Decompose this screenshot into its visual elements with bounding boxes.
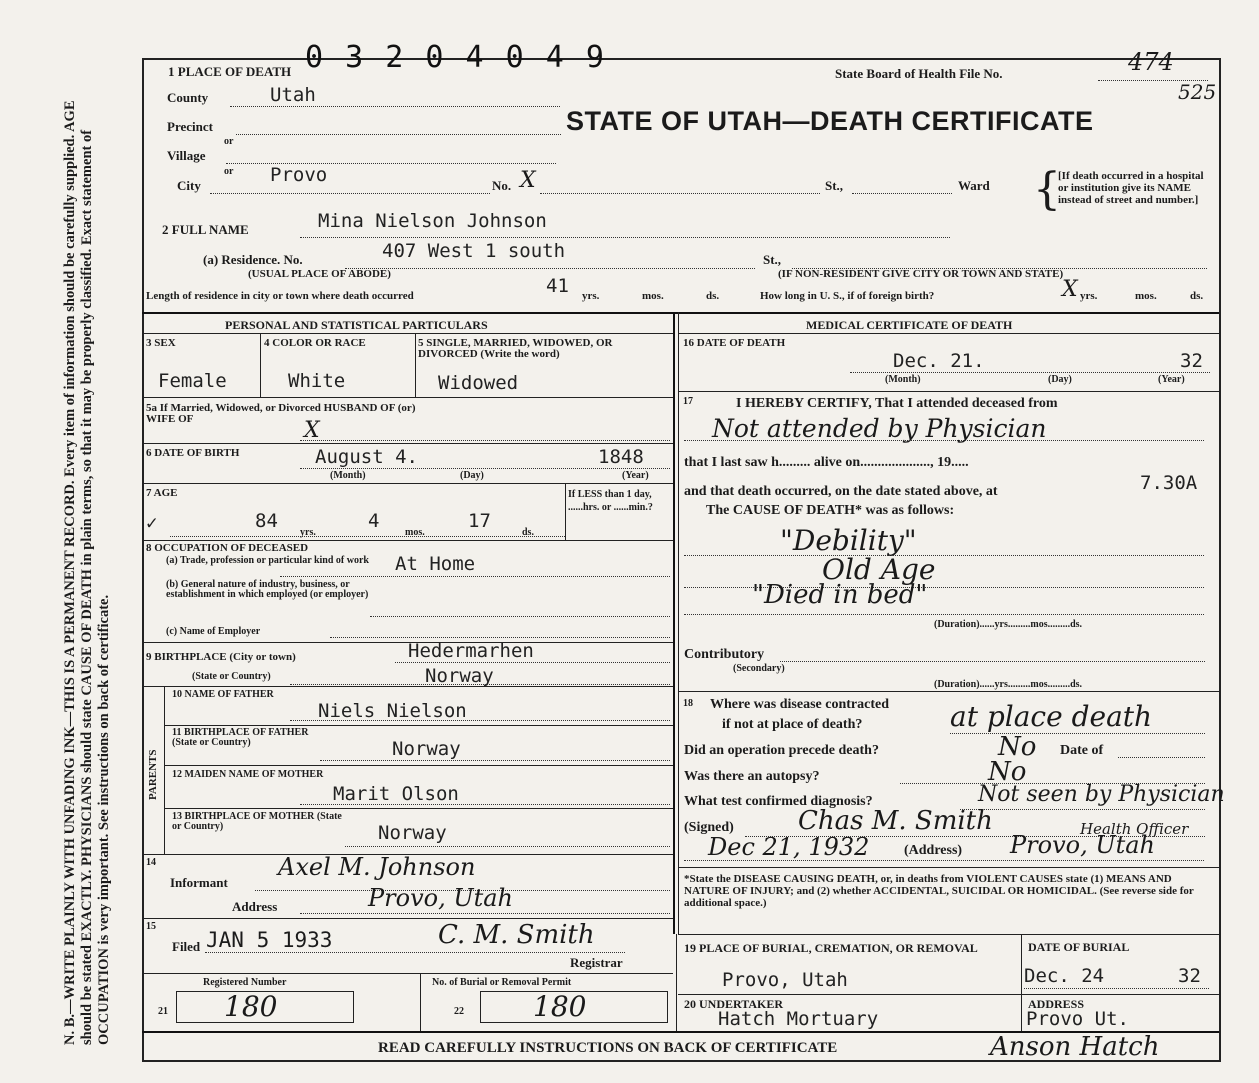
mother-value: Marit Olson [333,783,459,805]
signed-date: Dec 21, 1932 [708,833,870,861]
informant-label: Informant [170,875,228,890]
n22: 22 [454,1006,464,1017]
contributory-label: Contributory [684,647,765,662]
signed-label: (Signed) [684,820,734,835]
contracted-num: 18 [683,698,693,709]
less-than-label: If LESS than 1 day, ......hrs. or ......min.? [568,489,653,513]
sex-label: 3 SEX [146,337,176,349]
marital-value: Widowed [438,372,519,394]
registrar-label: Registrar [570,955,623,970]
reg-number-value: 180 [224,990,278,1023]
attended-value: Not attended by Physician [712,414,1047,443]
last-saw-label: that I last saw h......... alive on...................., 19..... [684,455,969,470]
date-of-death-value: Dec. 21. [893,350,985,372]
st-label: St., [825,178,844,193]
father-birth-label: 11 BIRTHPLACE OF FATHER (State or Country) [172,727,309,748]
mother-birth-label: 13 BIRTHPLACE OF MOTHER (State or Country) [172,811,342,832]
cause-1: "Debility" [780,524,917,557]
date-of-death-label: 16 DATE OF DEATH [683,337,786,349]
informant-value: Axel M. Johnson [278,853,476,881]
personal-section-title: PERSONAL AND STATISTICAL PARTICULARS [225,318,488,332]
duration-2: (Duration)......yrs.........mos.........ds. [934,679,1083,690]
informant-address-label: Address [232,899,278,914]
undertaker-label: 20 UNDERTAKER [684,997,784,1011]
health-officer: Health Officer [1080,820,1189,838]
age-days: 17 [468,510,491,532]
length-label: Length of residence in city or town where death occurred [146,290,414,302]
operation-label: Did an operation precede death? [684,743,879,758]
certificate-number: 0 3 2 0 4 0 4 9 [305,40,606,75]
burial-label: 19 PLACE OF BURIAL, CREMATION, OR REMOVAL [684,941,978,955]
dob-label: 6 DATE OF BIRTH [146,447,240,459]
dob-month-caption: (Month) [330,470,366,481]
or-label-2: or [224,166,234,177]
color-label: 4 COLOR OR RACE [264,337,366,349]
test-value: Not seen by Physician [978,782,1225,807]
contracted-value: at place death [950,700,1153,733]
or-label-1: or [224,136,234,147]
age-years: 84 [255,510,278,532]
burial-date-value: Dec. 24 [1024,965,1105,987]
occupation-label: 8 OCCUPATION OF DECEASED [146,542,309,554]
hospital-note: [If death occurred in a hospital or institution give its NAME instead of street and number.] [1058,170,1204,206]
undertaker-value: Hatch Mortuary [718,1008,879,1030]
dob-year: 1848 [598,446,644,468]
cause-2: Old Age [822,553,936,586]
length-ds: ds. [706,290,720,302]
occupation-value: At Home [395,553,476,575]
spouse-value: X [304,418,320,443]
birthplace-city: Hedermarhen [408,640,534,662]
age-yrs: yrs. [300,527,316,538]
color-value: White [288,370,346,392]
death-time-value: 7.30A [1140,472,1198,494]
county-value: Utah [270,84,316,106]
us-mos: mos. [1135,290,1157,302]
us-yrs: yrs. [1080,290,1098,302]
margin-instructions [62,65,113,1045]
death-year-caption: (Year) [1158,374,1185,385]
length-mos: mos. [642,290,664,302]
death-month-caption: (Month) [885,374,921,385]
date-of-label: Date of [1060,743,1104,758]
filed-value: JAN 5 1933 [206,928,333,952]
contracted-label-2: if not at place of death? [722,717,863,732]
city-label: City [177,178,201,193]
us-value: X [1062,277,1078,302]
cause-label: The CAUSE OF DEATH* was as follows: [706,503,955,518]
city-value: Provo [270,164,328,186]
full-name-label: 2 FULL NAME [162,222,249,237]
length-yrs: yrs. [582,290,600,302]
father-birth-value: Norway [392,738,461,760]
certify-num: 17 [683,396,693,407]
age-check: ✓ [146,512,158,534]
contracted-label: Where was disease contracted [710,697,889,712]
length-value: 41 [546,275,569,297]
cause-footnote: *State the DISEASE CAUSING DEATH, or, in deaths from VIOLENT CAUSES state (1) MEANS AND NATURE OF INJURY; and (2) whether ACCIDENTAL, SUICIDAL OR HOMICIDAL. (See reverse side for additional space.) [684,873,1194,909]
test-label: What test confirmed diagnosis? [684,794,873,809]
usual-place-label: (USUAL PLACE OF ABODE) [248,268,391,280]
secondary-label: (Secondary) [733,663,785,674]
informant-address-value: Provo, Utah [368,884,513,912]
burial-year-value: 32 [1178,965,1201,987]
brace-icon: { [1033,164,1061,215]
date-of-death-year: 32 [1180,350,1203,372]
signed-address-label: (Address) [904,843,963,858]
filed-num: 15 [146,921,156,932]
occupation-b: (b) General nature of industry, business, or establishment in which employed (or employer) [166,579,369,600]
certificate-title: STATE OF UTAH—DEATH CERTIFICATE [566,106,1094,136]
file-number: 474 [1128,48,1174,76]
no-label: No. [492,178,512,193]
sex-value: Female [158,370,227,392]
death-occurred-label: and that death occurred, on the date stated above, at [684,484,998,499]
residence-value: 407 West 1 south [382,240,566,262]
marital-label: 5 SINGLE, MARRIED, WIDOWED, OR DIVORCED (Write the word) [418,337,613,360]
birthplace-state-caption: (State or Country) [192,671,271,682]
autopsy-label: Was there an autopsy? [684,769,820,784]
age-mos: mos. [405,527,425,538]
certify-label: I HEREBY CERTIFY, That I attended deceased from [736,396,1058,411]
burial-permit-value: 180 [533,990,587,1023]
age-label: 7 AGE [146,487,178,499]
footer-signature: Anson Hatch [990,1032,1160,1062]
ward-label: Ward [958,178,990,193]
burial-date-label: DATE OF BURIAL [1028,940,1130,954]
precinct-label: Precinct [167,119,213,134]
parents-label: PARENTS [147,749,159,800]
u-address-label: ADDRESS [1028,997,1085,1011]
cause-3: "Died in bed" [752,580,928,610]
mother-birth-value: Norway [378,822,447,844]
dob-value: August 4. [315,446,418,468]
occupation-c: (c) Name of Employer [166,626,261,637]
signed-address-value: Provo, Utah [1010,831,1155,859]
age-ds: ds. [522,527,534,538]
village-label: Village [167,148,206,163]
u-address-value: Provo Ut. [1026,1008,1129,1030]
mother-label: 12 MAIDEN NAME OF MOTHER [172,769,324,780]
non-resident-label: (IF NON-RESIDENT GIVE CITY OR TOWN AND STATE) [778,268,1064,280]
county-label: County [167,90,209,105]
footer-instructions: READ CAREFULLY INSTRUCTIONS ON BACK OF CERTIFICATE [378,1040,838,1056]
spouse-label: 5a If Married, Widowed, or Divorced HUSBAND OF (or) WIFE OF [146,402,416,425]
board-label: State Board of Health File No. [835,66,1003,81]
no-value: X [520,168,536,193]
father-label: 10 NAME OF FATHER [172,689,274,700]
operation-value: No [998,732,1037,762]
duration-1: (Duration)......yrs.........mos.........ds. [934,619,1083,630]
informant-num: 14 [146,857,156,868]
birthplace-country: Norway [425,665,494,687]
residence-label: (a) Residence. No. [203,252,303,267]
death-day-caption: (Day) [1048,374,1072,385]
dob-day-caption: (Day) [460,470,484,481]
signed-value: Chas M. Smith [798,806,993,836]
us-ds: ds. [1190,290,1204,302]
place-of-death-label: 1 PLACE OF DEATH [168,64,292,79]
autopsy-value: No [988,757,1027,787]
n21: 21 [158,1006,168,1017]
dob-year-caption: (Year) [622,470,649,481]
age-months: 4 [368,510,380,532]
medical-section-title: MEDICAL CERTIFICATE OF DEATH [806,318,1013,332]
burial-permit-label: No. of Burial or Removal Permit [432,977,572,988]
registrar-signature: C. M. Smith [438,920,595,950]
occupation-a: (a) Trade, profession or particular kind of work [166,555,369,566]
residence-st-label: St., [763,252,782,267]
us-label: How long in U. S., if of foreign birth? [760,290,935,302]
father-value: Niels Nielson [318,700,467,722]
margin-text: N. B.—WRITE PLAINLY WITH UNFADING INK—THIS IS A PERMANENT RECORD. Every item of information should be carefully supplied. AGE should be stated EXACTLY. PHYSICIANS should state CAUSE OF DEATH in plain terms, so that it may be properly classified. Exact statement of OCCUPATION is very important. See instructions on back of certificate. [62,100,112,1045]
full-name-value: Mina Nielson Johnson [318,210,547,232]
filed-label: Filed [172,939,201,954]
burial-value: Provo, Utah [722,969,848,991]
reg-number-label: Registered Number [203,977,287,988]
file-number-2: 525 [1178,80,1217,104]
birthplace-label: 9 BIRTHPLACE (City or town) [146,651,296,663]
